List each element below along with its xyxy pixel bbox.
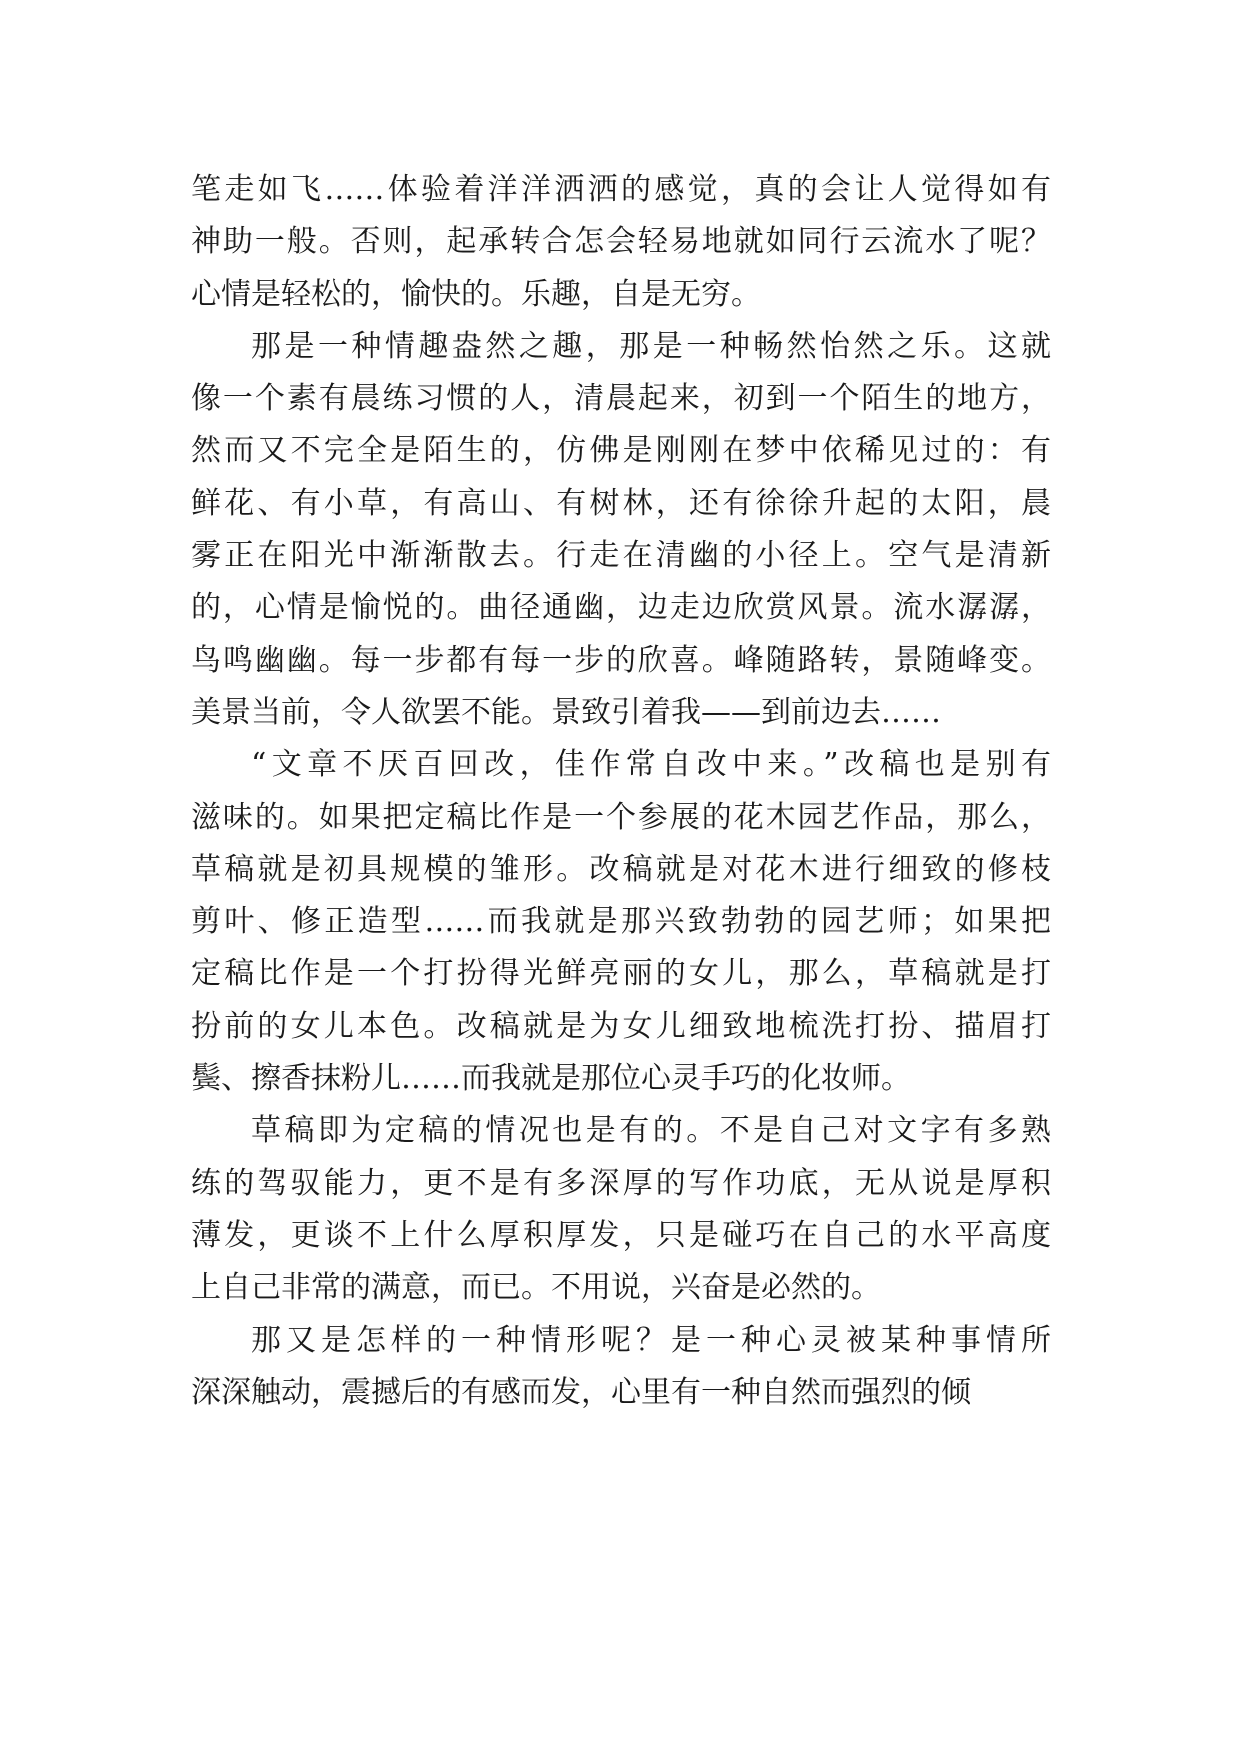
text-line: 然而又不完全是陌生的，仿佛是刚刚在梦中依稀见过的：有: [191, 433, 1051, 469]
document-body: [191, 164, 1051, 1419]
paragraph: [191, 321, 1051, 739]
text-line: 上自己非常的满意，而已。不用说，兴奋是必然的。: [191, 1270, 881, 1306]
text-line: 定稿比作是一个打扮得光鲜亮丽的女儿，那么，草稿就是打: [191, 956, 1051, 992]
text-line: 草稿就是初具规模的雏形。改稿就是对花木进行细致的修枝: [191, 851, 1051, 887]
paragraph: [191, 739, 1051, 1105]
text-line: “文章不厌百回改，佳作常自改中来。”改稿也是别有: [251, 747, 1051, 783]
text-line: 扮前的女儿本色。改稿就是为女儿细致地梳洗打扮、描眉打: [191, 1008, 1051, 1044]
paragraph: [191, 1105, 1051, 1314]
text-line: 笔走如飞……体验着洋洋洒洒的感觉，真的会让人觉得如有: [191, 172, 1051, 207]
text-line: 滋味的。如果把定稿比作是一个参展的花木园艺作品，那么，: [191, 799, 1051, 835]
paragraph: [191, 1315, 1051, 1420]
text-line: 鬓、擦香抹粉儿……而我就是那位心灵手巧的化妆师。: [191, 1061, 911, 1097]
paragraph: [191, 164, 1051, 321]
text-line: 雾正在阳光中渐渐散去。行走在清幽的小径上。空气是清新: [191, 538, 1051, 574]
text-line: 神助一般。否则，起承转合怎会轻易地就如同行云流水了呢？: [191, 224, 1051, 260]
text-line: 鲜花、有小草，有高山、有树林，还有徐徐升起的太阳，晨: [191, 485, 1051, 521]
text-line: 深深触动，震撼后的有感而发，心里有一种自然而强烈的倾: [191, 1374, 971, 1410]
text-line: 那又是怎样的一种情形呢？是一种心灵被某种事情所: [251, 1322, 1051, 1358]
text-line: 心情是轻松的，愉快的。乐趣，自是无穷。: [191, 276, 761, 312]
text-line: 美景当前，令人欲罢不能。景致引着我——到前边去……: [191, 694, 941, 730]
text-line: 薄发，更谈不上什么厚积厚发，只是碰巧在自己的水平高度: [191, 1217, 1051, 1253]
text-line: 的，心情是愉悦的。曲径通幽，边走边欣赏风景。流水潺潺，: [191, 590, 1051, 626]
text-line: 练的驾驭能力，更不是有多深厚的写作功底，无从说是厚积: [191, 1165, 1051, 1201]
text-line: 那是一种情趣盎然之趣，那是一种畅然怡然之乐。这就: [251, 328, 1051, 364]
text-line: 草稿即为定稿的情况也是有的。不是自己对文字有多熟: [251, 1113, 1051, 1149]
text-line: 鸟鸣幽幽。每一步都有每一步的欣喜。峰随路转，景随峰变。: [191, 642, 1051, 678]
text-line: 剪叶、修正造型……而我就是那兴致勃勃的园艺师；如果把: [191, 904, 1051, 940]
text-line: 像一个素有晨练习惯的人，清晨起来，初到一个陌生的地方，: [191, 381, 1051, 417]
